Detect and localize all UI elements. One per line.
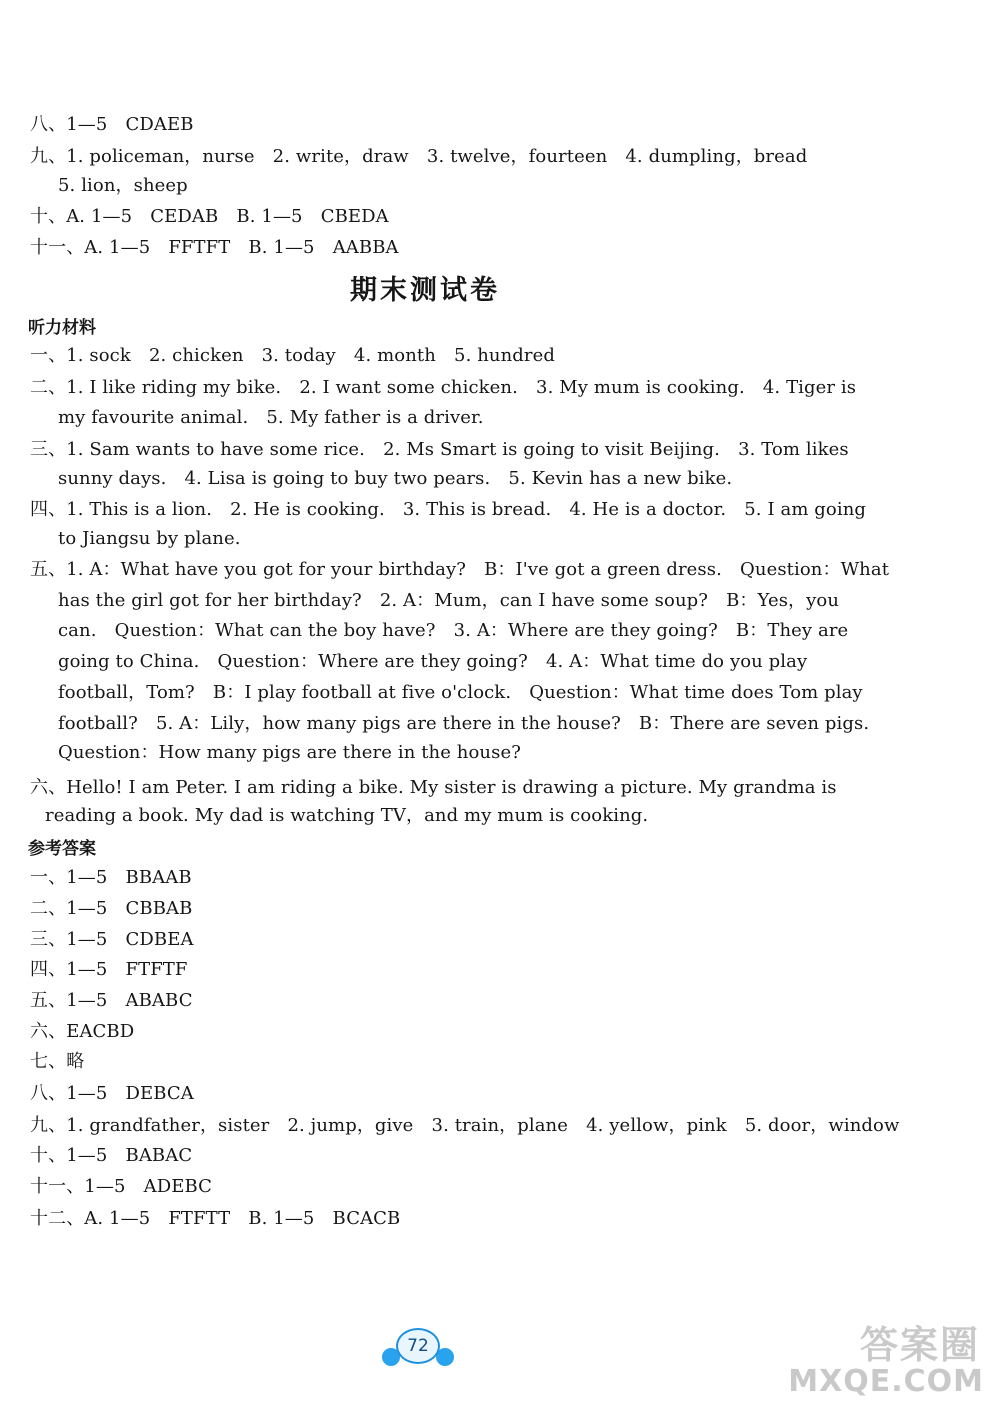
watermark-url: MXQE.COM: [788, 1364, 984, 1399]
answer-line: 七、略: [30, 1051, 85, 1072]
answer-line: 十二、A. 1—5 FTFTT B. 1—5 BCACB: [30, 1208, 401, 1229]
watermark: [788, 1312, 988, 1402]
listening-line: Question：How many pigs are there in the house?: [58, 742, 521, 763]
answer-line: 九、1. grandfather，sister 2. jump，give 3. train，plane 4. yellow，pink 5. door，window: [30, 1115, 900, 1136]
answer-line: 九、1. policeman，nurse 2. write，draw 3. twelve，fourteen 4. dumpling，bread: [30, 146, 808, 167]
listening-line: can. Question：What can the boy have? 3. A：Where are they going? B：They are: [58, 620, 849, 641]
listening-heading: 听力材料: [28, 318, 96, 338]
answer-line: 十、A. 1—5 CEDAB B. 1—5 CBEDA: [30, 206, 389, 227]
listening-line: football? 5. A：Lily，how many pigs are there in the house? B：There are seven pigs.: [58, 713, 870, 734]
listening-line: 四、1. This is a lion. 2. He is cooking. 3. This is bread. 4. He is a doctor. 5. I am going: [30, 499, 867, 520]
answer-line: 三、1—5 CDBEA: [30, 929, 194, 950]
answer-line: 四、1—5 FTFTF: [30, 959, 188, 980]
answer-line: 5. lion，sheep: [58, 175, 188, 196]
answer-line: 十一、1—5 ADEBC: [30, 1176, 213, 1197]
answer-line: 十、1—5 BABAC: [30, 1145, 193, 1166]
listening-line: 五、1. A：What have you got for your birthday? B：I've got a green dress. Question：What: [30, 559, 890, 580]
listening-line: reading a book. My dad is watching TV，and my mum is cooking.: [45, 805, 649, 826]
page-number-badge: [382, 1328, 452, 1368]
answer-line: 一、1—5 BBAAB: [30, 867, 192, 888]
answers-heading: 参考答案: [28, 839, 96, 859]
listening-line: 一、1. sock 2. chicken 3. today 4. month 5. hundred: [30, 345, 556, 366]
watermark-logo: 答案圈: [859, 1323, 980, 1367]
listening-line: has the girl got for her birthday? 2. A：Mum，can I have some soup? B：Yes，you: [58, 590, 840, 611]
answer-line: 八、1—5 CDAEB: [30, 114, 194, 135]
listening-line: football，Tom? B：I play football at five o'clock. Question：What time does Tom play: [58, 682, 863, 703]
listening-line: to Jiangsu by plane.: [58, 528, 241, 549]
answer-line: 二、1—5 CBBAB: [30, 898, 193, 919]
answer-line: 八、1—5 DEBCA: [30, 1083, 194, 1104]
section-title: 期末测试卷: [350, 275, 500, 306]
listening-line: 六、Hello! I am Peter. I am riding a bike. My sister is drawing a picture. My grandma is: [30, 777, 837, 798]
listening-line: my favourite animal. 5. My father is a driver.: [58, 407, 484, 428]
answer-line: 六、EACBD: [30, 1021, 135, 1042]
answer-line: 五、1—5 ABABC: [30, 990, 193, 1011]
answer-line: 十一、A. 1—5 FFTFT B. 1—5 AABBA: [30, 237, 399, 258]
listening-line: going to China. Question：Where are they going? 4. A：What time do you play: [58, 651, 808, 672]
listening-line: 三、1. Sam wants to have some rice. 2. Ms Smart is going to visit Beijing. 3. Tom likes: [30, 439, 849, 460]
listening-line: sunny days. 4. Lisa is going to buy two pears. 5. Kevin has a new bike.: [58, 468, 733, 489]
listening-line: 二、1. I like riding my bike. 2. I want some chicken. 3. My mum is cooking. 4. Tiger is: [30, 377, 857, 398]
page-number: 72: [396, 1328, 440, 1364]
